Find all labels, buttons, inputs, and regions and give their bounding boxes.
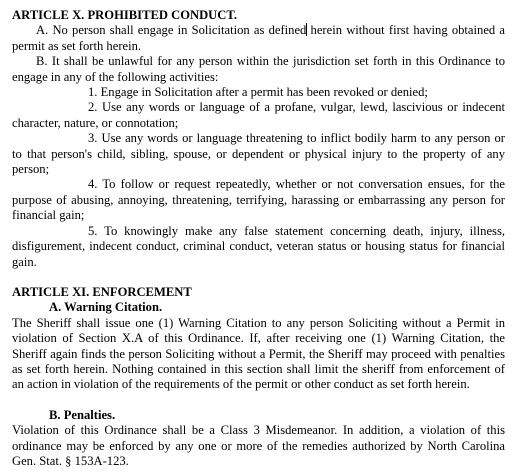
section-a-title: A. Warning Citation. bbox=[49, 300, 163, 315]
paragraph-a-text-end: herein without first having obtained a permit as set forth herein. bbox=[12, 23, 505, 53]
article-x-paragraph-b: B. It shall be unlawful for any person within the jurisdiction set forth in this Ordinance to engage in any of the following activities: bbox=[12, 54, 505, 84]
list-item-5: 5. To knowingly make any false statement concerning death, injury, illness, disfigurement, indecent conduct, criminal conduct, veteran status or housing status for financial gain. bbox=[12, 223, 505, 269]
list-item-1: 1. Engage in Solicitation after a permit has been revoked or denied; bbox=[88, 85, 428, 100]
paragraph-a-text-start: A. No person shall engage in Solicitation as defined bbox=[36, 23, 307, 38]
section-b-body: Violation of this Ordinance shall be a Class 3 Misdemeanor. In addition, a violation of this ordinance may be enforced by any one or more of the remedies authorized by North Carolina Gen. Stat. § 153A-123. bbox=[12, 423, 505, 468]
list-item-4: 4. To follow or request repeatedly, whether or not conversation ensues, for the purpose of abusing, annoying, threatening, terrifying, harassing or embarrassing any person for financial gain; bbox=[12, 177, 505, 223]
list-item-2: 2. Use any words or language of a profane, vulgar, lewd, lascivious or indecent character, nature, or connotation; bbox=[12, 100, 505, 130]
section-b-title: B. Penalties. bbox=[49, 407, 116, 422]
article-x-heading: ARTICLE X. PROHIBITED CONDUCT. bbox=[12, 8, 237, 22]
section-spacer bbox=[12, 393, 505, 408]
article-xi-heading: ARTICLE XI. ENFORCEMENT bbox=[12, 284, 192, 299]
article-x-paragraph-a[interactable] bbox=[12, 23, 505, 54]
section-spacer bbox=[12, 270, 505, 285]
document-page bbox=[12, 8, 505, 469]
section-a-body: The Sheriff shall issue one (1) Warning Citation to any person Soliciting without a Permit in violation of Section X.A of this Ordinance. If, after receiving one (1) Warning Citation, the Sheriff again finds the person Soliciting without a Permit, the Sheriff may proceed with penalties as set forth herein. Nothing contained in this section shall limit the sheriff from enforcement of an action in violation of the requirements of the permit or other conduct as set forth herein. bbox=[12, 315, 505, 392]
list-item-3: 3. Use any words or language threatening to inflict bodily harm to any person or to that person's child, sibling, spouse, or dependent or physical injury to the property of any person; bbox=[12, 131, 505, 177]
